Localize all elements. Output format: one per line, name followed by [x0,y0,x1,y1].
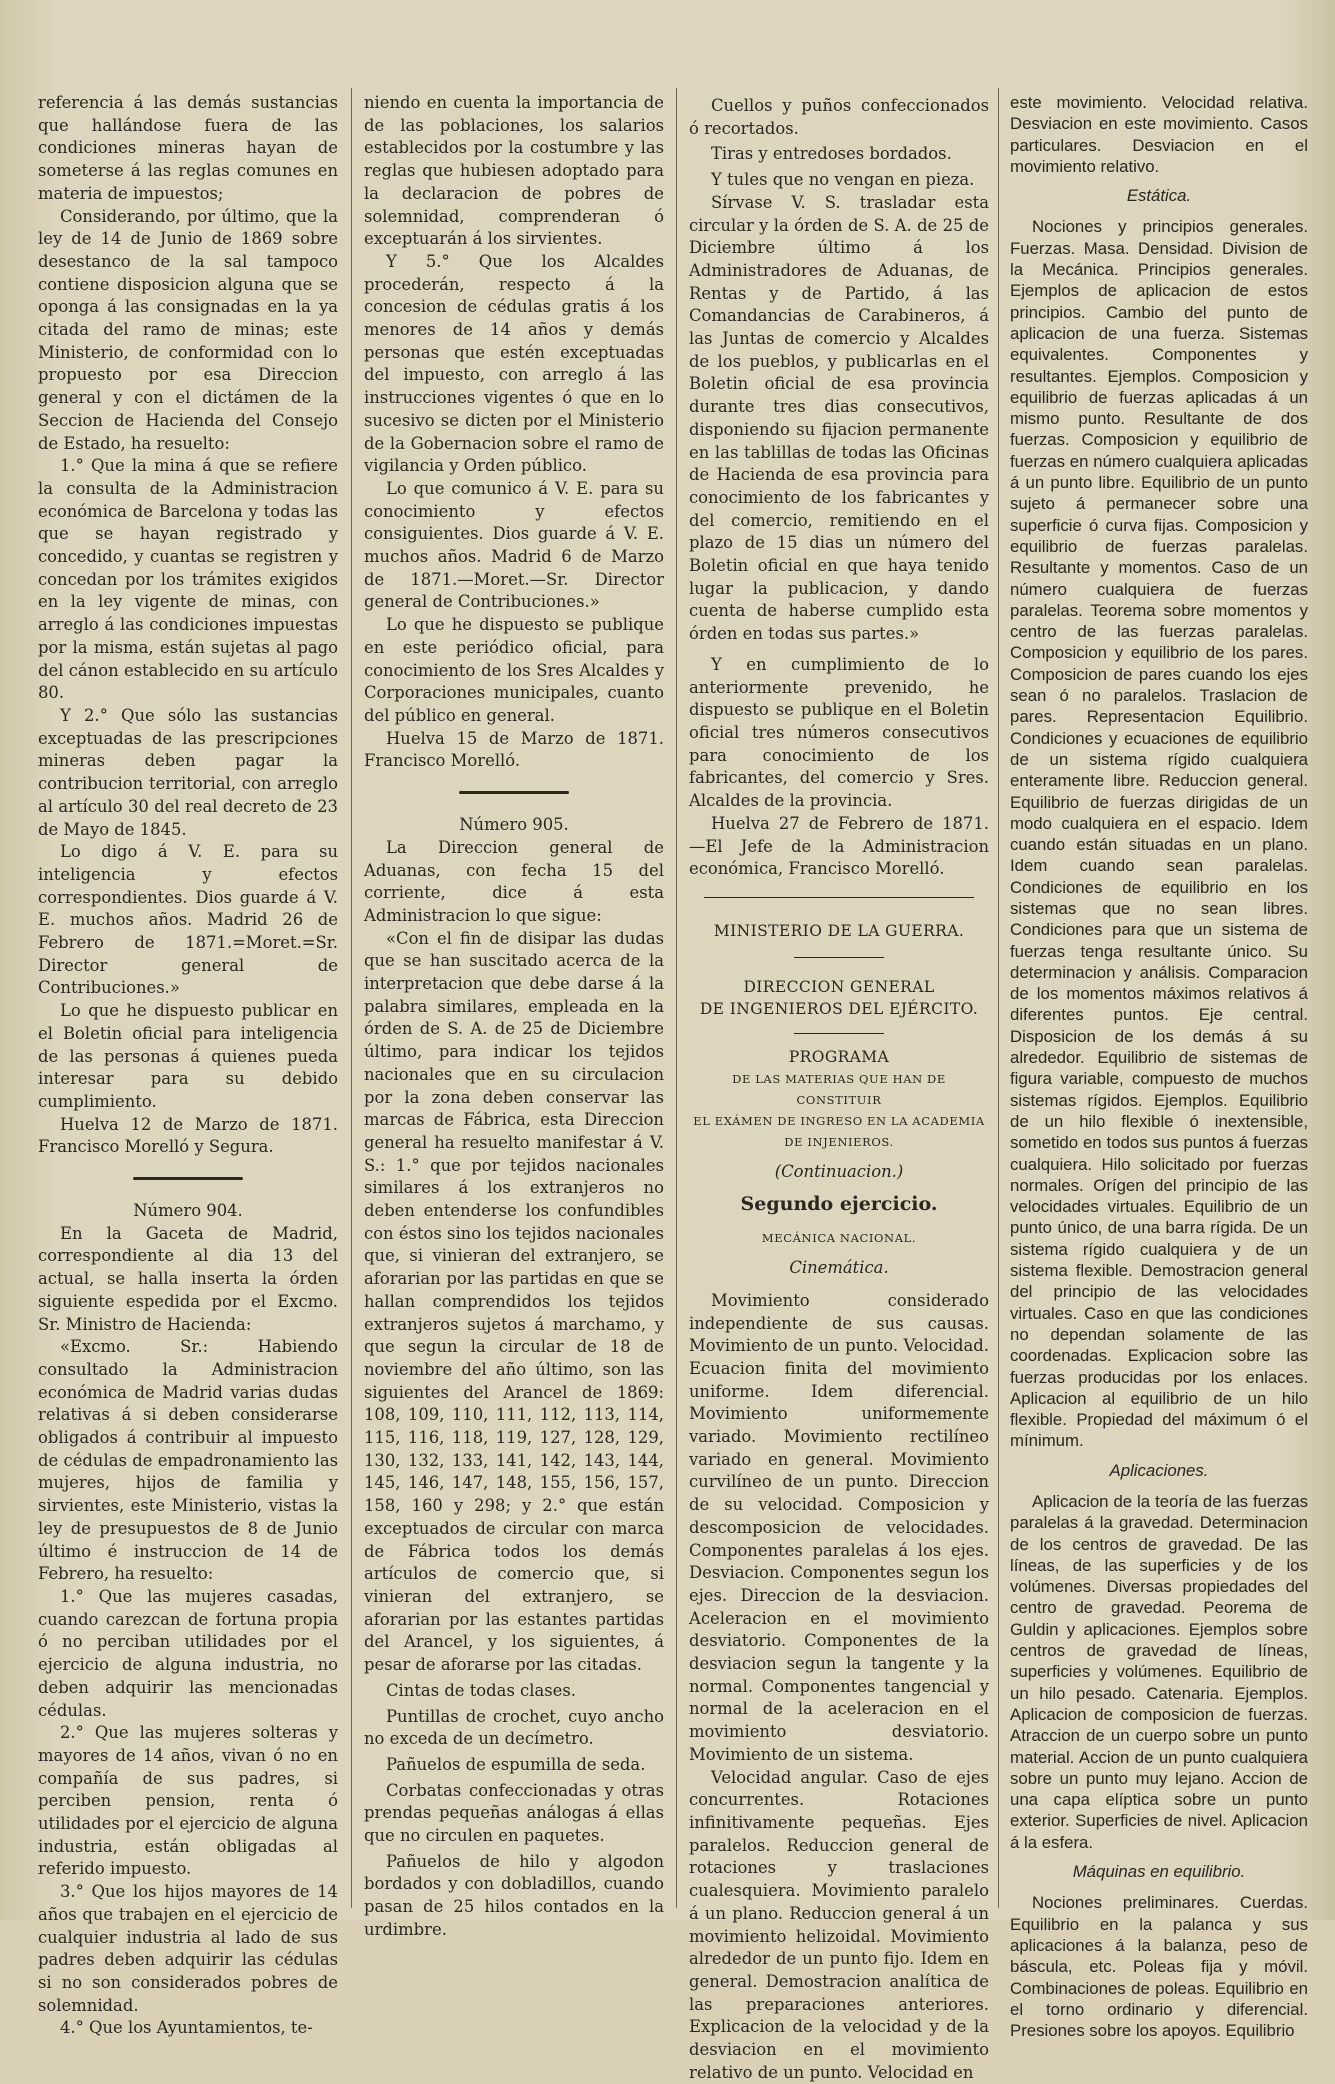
subsection-heading: Cinemática. [789,1258,889,1278]
paragraph: 1.° Que la mina á que se refiere la consulta de la Administracion económica de Barcelona y todas las que se hayan registrado y concedido, y cuantas se registren y concedan por los trámites exigidos en la ley vigente de minas, con arreglo á las condiciones impuestas por la misma, están sujetas al pago del cánon establecido en su artículo 80. [38,456,338,703]
subsection-heading: Aplicaciones. [1109,1460,1209,1480]
paragraph: 3.° Que los hijos mayores de 14 años que trabajen en el ejercicio de cualquier industria al lado de sus padres deben adquirir las cédulas si no son considerados pobres de solemnidad. [38,1882,338,2015]
continuation-label: (Continuacion.) [774,1161,904,1181]
separator [794,1033,884,1034]
paragraph: Y 5.° Que los Alcaldes procederán, respecto á la concesion de cédulas gratis á los menores de 14 años y demás personas que estén exceptuadas del impuesto, con arreglo á las instrucciones vigentes ó que en lo sucesivo se dicten por el Ministerio de la Gobernacion sobre el ramo de vigilancia y Orden público. [364,251,664,476]
paragraph: Lo que he dispuesto se publique en este periódico oficial, para conocimiento de los Sres Alcaldes y Corporaciones municipales, cuanto del público en general. [364,615,664,725]
notice-number: Número 905. [459,815,569,835]
paragraph: Movimiento considerado independiente de sus causas. Movimiento de un punto. Velocidad. Ecuacion finita del movimiento uniforme. Idem diferencial. Movimiento uniformemente variado. Movimiento rectilíneo variado en general. Movimiento curvilíneo de un punto. Direccion de su velocidad. Composicion y descomposicion de velocidades. Componentes paralelas á los ejes. Desviacion. Componentes segun los ejes. Direccion de la desviacion. Aceleracion en el movimiento desviatorio. Componentes de la desviacion segun la tangente y la normal. Componentes tangencial y normal de la aceleracion en el movimiento desviatorio. Movimiento de un sistema. [689,1290,989,1764]
column-rule [998,88,999,1908]
paragraph: «Con el fin de disipar las dudas que se han suscitado acerca de la interpretacion que debe darse á la palabra similares, empleada en la órden de S. A. de 25 de Diciembre último, para indicar los tejidos nacionales que en su circulacion por la zona deben conservar las marcas de Fábrica, esta Direccion general ha resuelto manifestar á V. S.: 1.° que por tejidos nacionales similares á los extranjeros no deben entenderse los confundibles con éstos sino los tejidos nacionales que, si vinieran del extranjero, se aforarian por las partidas en que se hallan comprendidos los tejidos extranjeros sujetos á marchamo, y que segun la circular de 18 de noviembre del año último, son las siguientes del Arancel de 1869: 108, 109, 110, 111, 112, 113, 114, 115, 116, 118, 119, 127, 128, 129, 130, 132, 133, 141, 142, 143, 144, 145, 146, 147, 148, 155, 156, 157, 158, 160 y 298; y 2.° que están exceptuados de circular con marca de Fábrica todos los demás artículos de comercio que, si vinieran del extranjero, se aforarian por las estantes partidas del Arancel, y los siguientes, á pesar de aforarse por las citadas. [364,928,664,1675]
paragraph: Nociones preliminares. Cuerdas. Equilibrio en la palanca y sus aplicaciones á la balanza, peso de báscula, etc. Poleas fija y móvil. Combinaciones de poleas. Equilibrio en el torno ordinario y diferencial. Presiones sobre los apoyos. Equilibrio [1010,1893,1308,2041]
paragraph: «Excmo. Sr.: Habiendo consultado la Administracion económica de Madrid varias dudas relativas á si deben considerarse obligados á contribuir al impuesto de cédulas de empadronamiento las mujeres, hijos de familia y sirvientes, este Ministerio, vistas la ley de presupuestos de 8 de Junio último é instruccion de 14 de Febrero, ha resuelto: [38,1337,338,1584]
column-1 [38,92,338,2038]
list-item: Cuellos y puños confeccionados ó recortados. [689,96,989,138]
column-rule [676,88,677,1908]
column-3 [689,92,989,2082]
list-item: Tiras y entredoses bordados. [711,144,952,164]
programa-subtitle: EL EXÁMEN DE INGRESO EN LA ACADEMIA [693,1113,985,1128]
signature-line: Huelva 27 de Febrero de 1871. —El Jefe de la Administracion económica, Francisco Morelló. [689,813,989,879]
paragraph: Y 2.° Que sólo las sustancias exceptuadas de las prescripciones mineras deben pagar la contribucion territorial, con arreglo al artículo 30 del real decreto de 23 de Mayo de 1845. [38,705,338,839]
separator [133,1177,243,1180]
list-item: Y tules que no vengan en pieza. [711,170,975,190]
paragraph: Sírvase V. S. trasladar esta circular y la órden de S. A. de 25 de Diciembre último á los Administradores de Aduanas, de Rentas y de Partido, á las Comandancias de Carabineros, á las Juntas de comercio y Alcaldes de los pueblos, y publicarlas en el Boletin oficial de esa provincia durante tres dias consecutivos, disponiendo su fijacion permanente en las tablillas de todas las Oficinas de Hacienda de esa provincia para conocimiento de los fabricantes y del comercio, remitiendo en el plazo de 15 dias un número del Boletin oficial en que haya tenido lugar la publicacion, y dando cuenta de haberse cumplido esta órden en todas sus partes.» [689,192,989,644]
column-4 [1010,92,1308,2041]
subsection-heading: Estática. [1126,186,1192,206]
paragraph: Lo que he dispuesto publicar en el Boletin oficial para inteligencia de las personas á quienes pueda interesar para su debido cumplimiento. [38,1001,338,1111]
paragraph: Nociones y principios generales. Fuerzas. Masa. Densidad. Division de la Mecánica. Principios generales. Ejemplos de aplicacion de estos principios. Cambio del punto de aplicacion de una fuerza. Sistemas equivalentes. Componentes y resultantes. Ejemplos. Composicion y equilibrio de fuerzas aplicadas á un mismo punto. Resultante de dos fuerzas. Composicion y equilibrio de fuerzas en número cualquiera aplicadas á un punto libre. Equilibrio de un punto sujeto á permanecer sobre una superficie ó curva fijas. Composicion y equilibrio de fuerzas paralelas. Resultante y momentos. Caso de un número cualquiera de fuerzas paralelas. Teorema sobre momentos y centro de las fuerzas paralelas. Composicion y equilibrio de los pares. Composicion de pares cuando los ejes sean ó no paralelos. Traslacion de pares. Representacion Equilibrio. Condiciones y ecuaciones de equilibrio de un sistema rígido cualquiera enteramente libre. Reduccion general. Equilibrio de fuerzas dirigidas de un modo cualquiera en el espacio. Idem cuando están situadas en un plano. Idem cuando sean paralelas. Condiciones de equilibrio en los sistemas que no sean libres. Condiciones para que un sistema de fuerzas tenga resultante único. Su determinacion y análisis. Comparacion de los momentos máximos relativos á diferentes puntos. Eje central. Disposicion de los demás á su alrededor. Equilibrio de sistemas de figura variable, compuesto de muchos sistemas rígidos. Ejemplos. Equilibrio de un hilo flexible ó inextensible, sometido en todos sus puntos á fuerzas cualquiera. Hilo solicitado por fuerzas normales. Orígen del principio de las velocidades virtuales. Equilibrio de un punto único, de una barra rígida. De un sistema rígido cualquiera y de un sistema flexible. Demostracion general del principio de las velocidades virtuales. Caso en que las condiciones no dependan solamente de las coordenadas. Explicacion sobre las fuerzas producidas por los enlaces. Aplicacion al equilibrio de un hilo flexible. Propiedad del máximum ó el mínimum. [1010,217,1308,1451]
paragraph: niendo en cuenta la importancia de de las poblaciones, los salarios establecidos por la costumbre y las reglas que hubiesen adoptado para la declaracion de pobres de solemnidad, comprenderan ó exceptuarán á los sirvientes. [364,93,664,249]
paragraph: 4.° Que los Ayuntamientos, te- [60,2018,313,2038]
section-heading: DIRECCION GENERAL [743,977,935,996]
notice-number: Número 904. [133,1201,243,1221]
list-item: Cintas de todas clases. [386,1680,576,1700]
ministry-heading: MINISTERIO DE LA GUERRA. [713,921,965,940]
paragraph: referencia á las demás sustancias que hallándose fuera de las condiciones mineras hayan de someterse á las reglas comunes en materia de impuestos; [38,93,338,203]
exercise-heading: Segundo ejercicio. [740,1193,938,1216]
programa-subtitle: DE INJENIEROS. [784,1134,894,1149]
paragraph: Velocidad angular. Caso de ejes concurrentes. Rotaciones infinitivamente pequeñas. Ejes paralelos. Reduccion general de rotaciones y traslaciones cualesquiera. Movimiento paralelo á un plano. Reduccion general á un movimiento helizoidal. Movimiento alrededor de un punto fijo. Idem en general. Demostracion analítica de las preparaciones anteriores. Explicacion de la velocidad y de la desviacion en el movimiento relativo de un punto. Velocidad en [689,1767,989,2082]
paragraph: La Direccion general de Aduanas, con fecha 15 del corriente, dice á esta Administracion lo que sigue: [364,837,664,925]
paragraph: 1.° Que las mujeres casadas, cuando carezcan de fortuna propia ó no perciban utilidades por el ejercicio de alguna industria, no deben adquirir las mencionadas cédulas. [38,1587,338,1720]
paragraph: Y en cumplimiento de lo anteriormente prevenido, he dispuesto se publique en el Boletin oficial tres números consecutivos para conocimiento de los fabricantes, del comercio y Sres. Alcaldes de la provincia. [689,654,989,811]
subsection-heading: Máquinas en equilibrio. [1072,1862,1246,1882]
separator [794,957,884,958]
subject-heading: MECÁNICA NACIONAL. [761,1231,917,1246]
programa-subtitle: DE LAS MATERIAS QUE HAN DE CONSTITUIR [732,1071,946,1107]
paragraph: Lo digo á V. E. para su inteligencia y efectos correspondientes. Dios guarde á V. E. muchos años. Madrid 26 de Febrero de 1871.=Moret.=Sr. Director general de Contribuciones.» [38,842,338,998]
paragraph: este movimiento. Velocidad relativa. Desviacion en este movimiento. Casos particulares. Desviacion en el movimiento relativo. [1010,93,1308,176]
signature-line: Huelva 15 de Marzo de 1871. Francisco Morelló. [364,728,664,771]
programa-title: PROGRAMA [788,1048,890,1067]
section-heading: DE INGENIEROS DEL EJÉRCITO. [699,1000,979,1019]
separator [459,791,569,794]
paragraph: Lo que comunico á V. E. para su conocimiento y efectos consiguientes. Dios guarde á V. E. muchos años. Madrid 6 de Marzo de 1871.—Moret.—Sr. Director general de Contribuciones.» [364,478,664,612]
separator [704,897,974,898]
list-item: Puntillas de crochet, cuyo ancho no exceda de un decímetro. [364,1706,664,1749]
paragraph: Considerando, por último, que la ley de 14 de Junio de 1869 sobre desestanco de la sal tampoco contiene disposicion alguna que se oponga á las consignadas en la ya citada del ramo de minas; este Ministerio, de conformidad con lo propuesto por esa Direccion general y con el dictámen de la Seccion de Hacienda del Consejo de Estado, ha resuelto: [38,206,338,453]
paragraph: En la Gaceta de Madrid, correspondiente al dia 13 del actual, se halla inserta la órden siguiente espedida por el Excmo. Sr. Ministro de Hacienda: [38,1223,338,1334]
paragraph: 2.° Que las mujeres solteras y mayores de 14 años, vivan ó no en compañía de sus padres, si perciben pension, renta ó utilidades por el ejercicio de alguna industria, están obligadas al referido impuesto. [38,1723,338,1879]
paragraph: Aplicacion de la teoría de las fuerzas paralelas á la gravedad. Determinacion de los centros de gravedad. De las líneas, de las superficies y de los volúmenes. Diversas propiedades del centro de gravedad. Peorema de Guldin y aplicaciones. Ejemplos sobre centros de gravedad de líneas, superficies y volúmenes. Equilibrio de un hilo pesado. Catenaria. Ejemplos. Aplicacion de composicion de fuerzas. Atraccion de un cuerpo sobre un punto material. Accion de un punto cualquiera sobre un punto muy lejano. Accion de una capa elíptica sobre un punto exterior. Superficies de nivel. Aplicacion á la esfera. [1010,1492,1308,1852]
list-item: Pañuelos de espumilla de seda. [386,1754,646,1774]
column-2 [364,92,664,1939]
list-item: Corbatas confeccionadas y otras prendas pequeñas análogas á ellas que no circulen en paquetes. [364,1780,664,1846]
column-rule [351,88,352,1908]
signature-line: Huelva 12 de Marzo de 1871. Francisco Morelló y Segura. [38,1114,338,1157]
list-item: Pañuelos de hilo y algodon bordados y con dobladillos, cuando pasan de 25 hilos contados en la urdimbre. [364,1851,664,1939]
